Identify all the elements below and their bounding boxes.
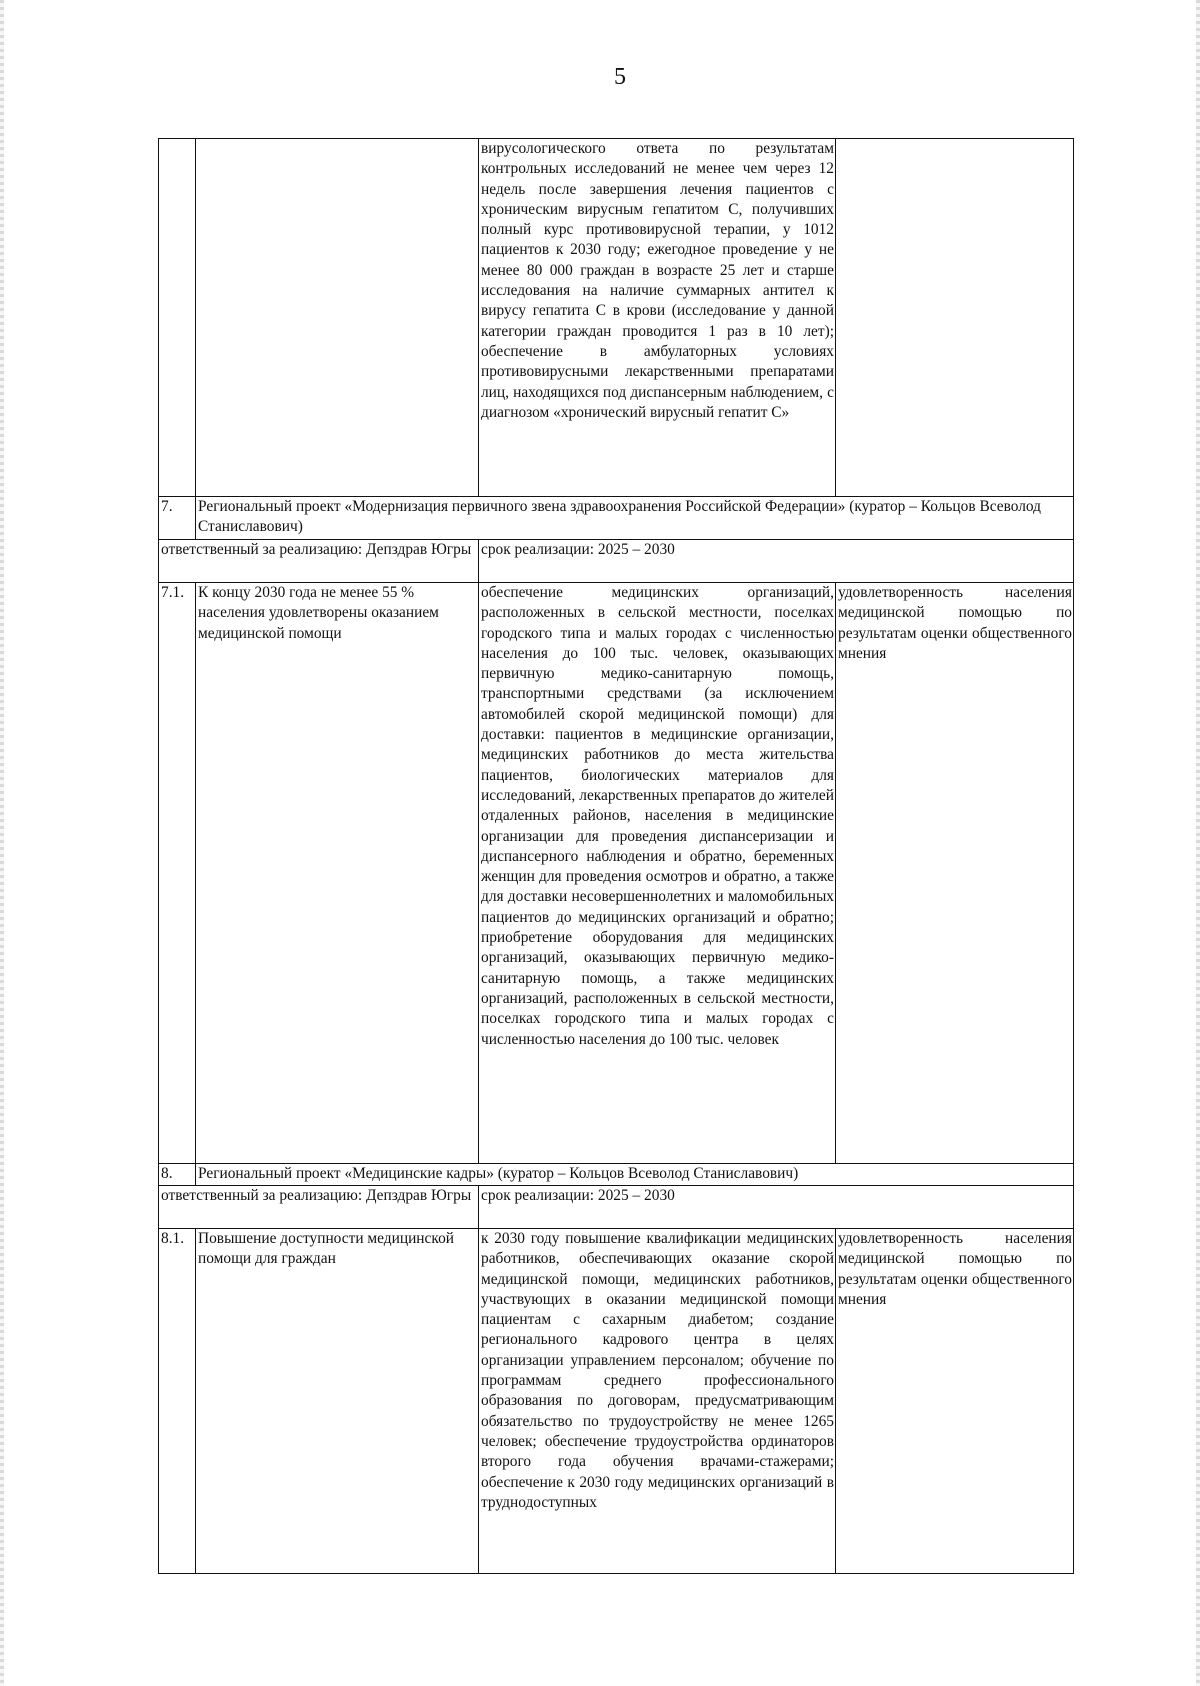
table-row-continuation bbox=[159, 139, 1074, 497]
cell-result: вирусологического ответа по результатам контрольных исследований не менее чем через 12 недель после завершения лечения пациентов с хроническим вирусным гепатитом С, получивших полный курс противовирусной терапии, у 1012 пациентов к 2030 году; ежегодное проведение у не менее 80 000 граждан в возрасте 25 лет и старше исследования на наличие суммарных антител к вирусу гепатита С в крови (исследование у данной категории граждан проводится 1 раз в 10 лет); обеспечение в амбулаторных условиях противовирусными лекарственными препаратами лиц, находящихся под диспансерным наблюдением, с диагнозом «хронический вирусный гепатит С» bbox=[479, 139, 836, 497]
cell-task: К концу 2030 года не менее 55 % населения удовлетворены оказанием медицинской помощи bbox=[196, 583, 479, 1164]
task-number: 8.1. bbox=[159, 1229, 196, 1574]
responsible-cell: ответственный за реализацию: Депздрав Югры bbox=[159, 540, 479, 583]
table-row-task-7-1 bbox=[159, 583, 1074, 1164]
term-cell: срок реализации: 2025 – 2030 bbox=[479, 1186, 1074, 1229]
scan-edge-right bbox=[1196, 0, 1200, 1686]
task-number: 7.1. bbox=[159, 583, 196, 1164]
cell-task: Повышение доступности медицинской помощи для граждан bbox=[196, 1229, 479, 1574]
scan-edge-left bbox=[0, 0, 4, 1686]
project-title: Региональный проект «Медицинские кадры» (куратор – Кольцов Всеволод Станиславович) bbox=[196, 1164, 1074, 1186]
cell-result: обеспечение медицинских организаций, расположенных в сельской местности, поселках городского типа и малых городах с численностью населения до 100 тыс. человек, оказывающих первичную медико-санитарную помощь, транспортными средствами (за исключением автомобилей скорой медицинской помощи) для доставки: пациентов в медицинские организации, медицинских работников до места жительства пациентов, биологических материалов для исследований, лекарственных препаратов до жителей отдаленных районов, населения в медицинские организации для проведения диспансеризации и диспансерного наблюдения и обратно, беременных женщин для проведения осмотров и обратно, а также для доставки несовершеннолетних и маломобильных пациентов до медицинских организаций и обратно; приобретение оборудования для медицинских организаций, оказывающих первичную медико-санитарную помощь, а также медицинских организаций, расположенных в сельской местности, поселках городского типа и малых городах с численностью населения до 100 тыс. человек bbox=[479, 583, 836, 1164]
program-table bbox=[158, 138, 1074, 1574]
cell-result: к 2030 году повышение квалификации медицинских работников, обеспечивающих оказание скорой медицинской помощи, медицинских работников, участвующих в оказании медицинской помощи пациентам с сахарным диабетом; создание регионального кадрового центра в целях организации управлением персоналом; обучение по программам среднего профессионального образования по договорам, предусматривающим обязательство по трудоустройству не менее 1265 человек; обеспечение трудоустройства ординаторов второго года обучения врачами-стажерами; обеспечение к 2030 году медицинских организаций в труднодоступных bbox=[479, 1229, 836, 1574]
table-row-responsible-7 bbox=[159, 540, 1074, 583]
cell-number bbox=[159, 139, 196, 497]
cell-indicator: удовлетворенность населения медицинской помощью по результатам оценки общественного мнения bbox=[836, 583, 1074, 1164]
project-title: Региональный проект «Модернизация первичного звена здравоохранения Российской Федерации» (куратор – Кольцов Всеволод Станиславович) bbox=[196, 497, 1074, 540]
project-number: 8. bbox=[159, 1164, 196, 1186]
table-row-project-7 bbox=[159, 497, 1074, 540]
term-cell: срок реализации: 2025 – 2030 bbox=[479, 540, 1074, 583]
cell-task bbox=[196, 139, 479, 497]
table-row-task-8-1 bbox=[159, 1229, 1074, 1574]
project-number: 7. bbox=[159, 497, 196, 540]
table-row-project-8 bbox=[159, 1164, 1074, 1186]
table-row-responsible-8 bbox=[159, 1186, 1074, 1229]
page-number: 5 bbox=[614, 64, 626, 90]
responsible-cell: ответственный за реализацию: Депздрав Югры bbox=[159, 1186, 479, 1229]
cell-indicator: удовлетворенность населения медицинской помощью по результатам оценки общественного мнения bbox=[836, 1229, 1074, 1574]
cell-indicator bbox=[836, 139, 1074, 497]
